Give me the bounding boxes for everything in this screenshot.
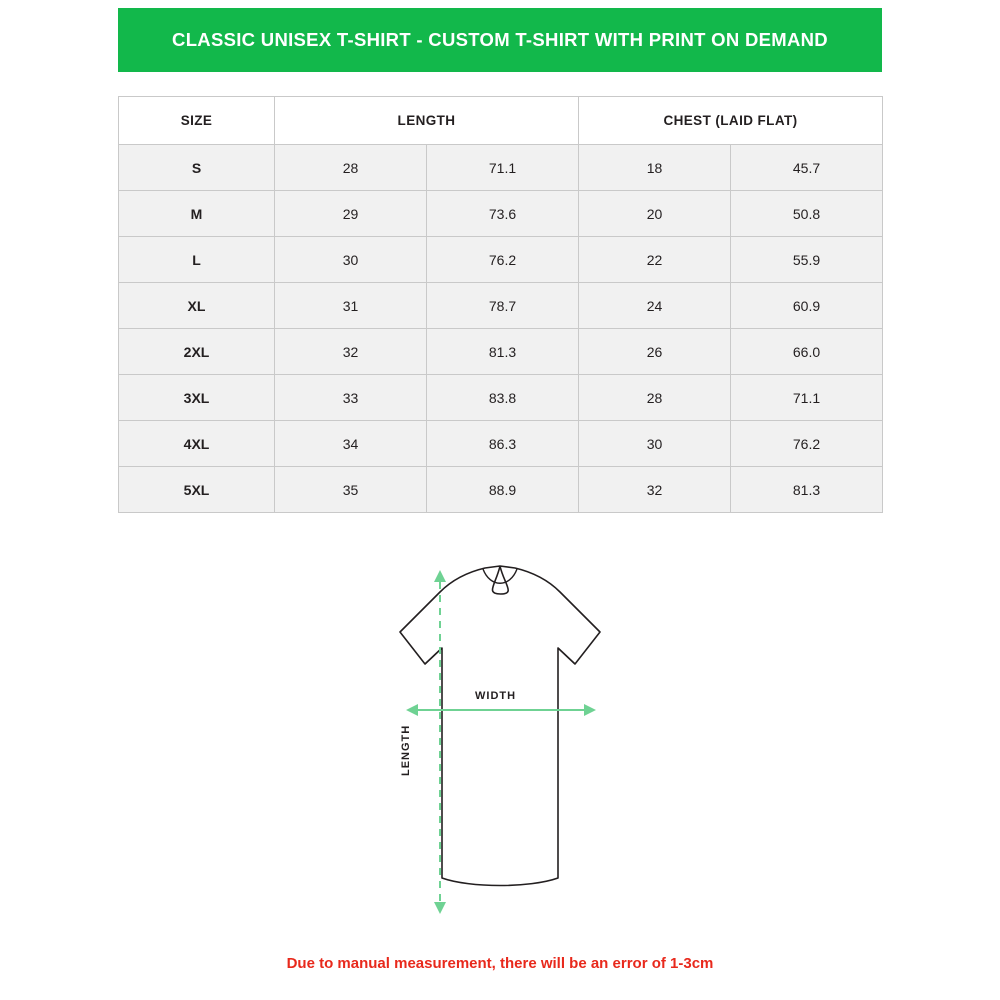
header-banner — [118, 8, 882, 72]
cell-length-in: 35 — [275, 467, 427, 513]
tshirt-diagram — [300, 540, 700, 930]
table-row — [119, 191, 883, 237]
cell-length-in: 29 — [275, 191, 427, 237]
cell-length-in: 28 — [275, 145, 427, 191]
cell-chest-in: 28 — [579, 375, 731, 421]
cell-length-cm: 71.1 — [427, 145, 579, 191]
cell-chest-in: 24 — [579, 283, 731, 329]
table-body — [119, 145, 883, 513]
length-label: LENGTH — [400, 724, 412, 776]
column-header-length: LENGTH — [275, 97, 579, 145]
table-row — [119, 283, 883, 329]
cell-size: 3XL — [119, 375, 275, 421]
cell-length-cm: 88.9 — [427, 467, 579, 513]
table-row — [119, 145, 883, 191]
cell-size: 2XL — [119, 329, 275, 375]
cell-size: 5XL — [119, 467, 275, 513]
column-header-size: SIZE — [119, 97, 275, 145]
cell-length-cm: 83.8 — [427, 375, 579, 421]
cell-chest-cm: 45.7 — [731, 145, 883, 191]
cell-length-in: 31 — [275, 283, 427, 329]
tshirt-illustration — [300, 540, 700, 930]
column-header-chest: CHEST (LAID FLAT) — [579, 97, 883, 145]
cell-chest-cm: 55.9 — [731, 237, 883, 283]
cell-chest-cm: 71.1 — [731, 375, 883, 421]
width-label: WIDTH — [475, 690, 517, 702]
cell-chest-in: 30 — [579, 421, 731, 467]
cell-chest-in: 20 — [579, 191, 731, 237]
cell-chest-in: 32 — [579, 467, 731, 513]
measurement-disclaimer: Due to manual measurement, there will be an error of 1-3cm — [286, 955, 714, 972]
cell-length-in: 32 — [275, 329, 427, 375]
table-row — [119, 329, 883, 375]
table-header — [119, 97, 883, 145]
cell-length-in: 34 — [275, 421, 427, 467]
cell-length-cm: 76.2 — [427, 237, 579, 283]
table-header-row — [119, 97, 883, 145]
page-title: CLASSIC UNISEX T-SHIRT - CUSTOM T-SHIRT WITH PRINT ON DEMAND — [172, 29, 828, 50]
cell-chest-cm: 76.2 — [731, 421, 883, 467]
cell-length-cm: 86.3 — [427, 421, 579, 467]
size-table — [118, 96, 883, 513]
cell-size: S — [119, 145, 275, 191]
cell-chest-cm: 50.8 — [731, 191, 883, 237]
cell-chest-in: 18 — [579, 145, 731, 191]
cell-length-cm: 73.6 — [427, 191, 579, 237]
cell-length-in: 30 — [275, 237, 427, 283]
cell-length-cm: 81.3 — [427, 329, 579, 375]
cell-size: XL — [119, 283, 275, 329]
table-row — [119, 237, 883, 283]
cell-length-cm: 78.7 — [427, 283, 579, 329]
cell-chest-in: 26 — [579, 329, 731, 375]
cell-length-in: 33 — [275, 375, 427, 421]
shirt-outline — [400, 566, 600, 886]
cell-size: M — [119, 191, 275, 237]
table-row — [119, 421, 883, 467]
table-row — [119, 467, 883, 513]
table-row — [119, 375, 883, 421]
cell-chest-cm: 66.0 — [731, 329, 883, 375]
cell-chest-cm: 60.9 — [731, 283, 883, 329]
cell-size: L — [119, 237, 275, 283]
cell-chest-cm: 81.3 — [731, 467, 883, 513]
cell-size: 4XL — [119, 421, 275, 467]
cell-chest-in: 22 — [579, 237, 731, 283]
